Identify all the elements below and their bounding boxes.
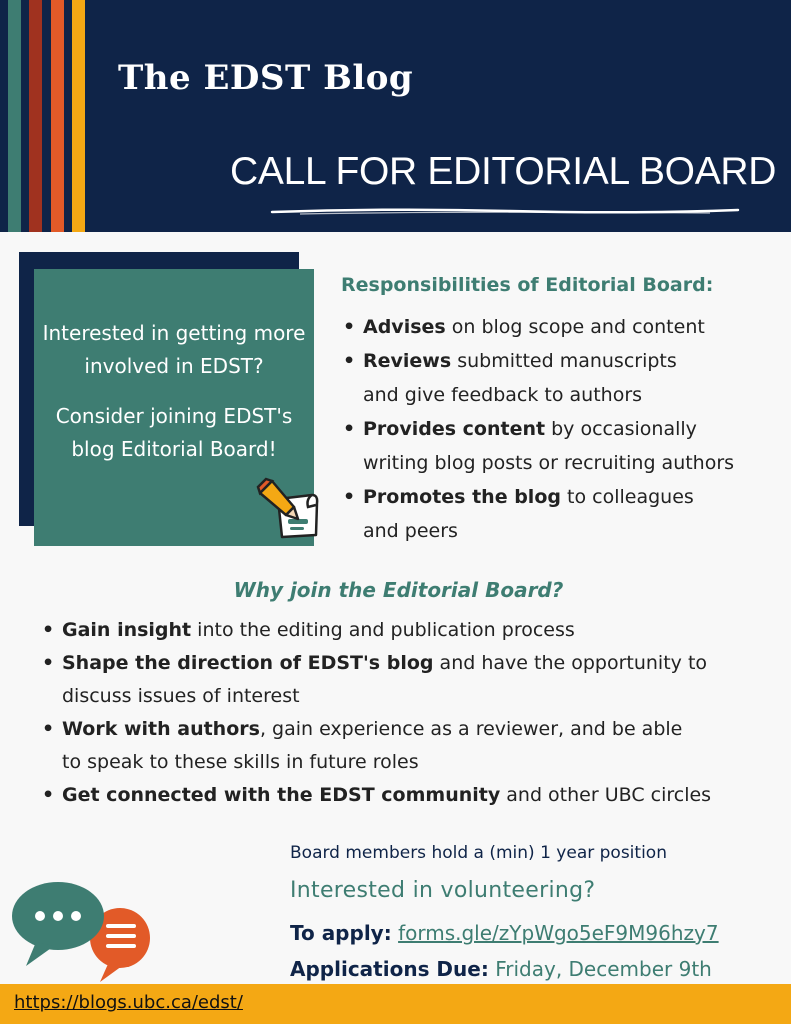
apply-row [290, 921, 719, 945]
responsibilities-list [341, 310, 734, 548]
brush-underline [270, 206, 740, 216]
stripe-teal [8, 0, 21, 232]
why-join-heading: Why join the Editorial Board? [233, 578, 564, 602]
deadline-row [290, 957, 712, 981]
apply-label: To apply: [290, 921, 392, 945]
list-item: • Shape the direction of EDST's blog and have the opportunity to discuss issues of interest [40, 647, 711, 713]
footer-bar [0, 984, 791, 1024]
list-item: • Reviews submitted manuscripts and give feedback to authors [341, 344, 734, 412]
list-item: • Promotes the blog to colleagues and peers [341, 480, 734, 548]
page-title: CALL FOR EDITORIAL BOARD [230, 150, 777, 193]
volunteer-prompt: Interested in volunteering? [290, 878, 596, 903]
list-item: • Get connected with the EDST community and other UBC circles [40, 779, 711, 812]
stripe-rust [29, 0, 42, 232]
stripe-orange [51, 0, 64, 232]
board-term-note: Board members hold a (min) 1 year position [290, 843, 667, 863]
header-banner [0, 0, 791, 232]
why-join-list [40, 614, 711, 812]
list-item: • Advises on blog scope and content [341, 310, 734, 344]
apply-form-link[interactable]: forms.gle/zYpWgo5eF9M96hzy7 [398, 921, 719, 945]
list-item: • Gain insight into the editing and publication process [40, 614, 711, 647]
list-item: • Work with authors, gain experience as a reviewer, and be able to speak to these skills in future roles [40, 713, 711, 779]
pencil-paper-icon [256, 477, 322, 539]
blog-title: The EDST Blog [118, 58, 414, 98]
intro-question: Interested in getting more involved in EDST? [42, 321, 306, 378]
intro-box [34, 269, 314, 546]
list-item: • Provides content by occasionally writing blog posts or recruiting authors [341, 412, 734, 480]
intro-invite: Consider joining EDST's blog Editorial Board! [55, 404, 293, 461]
stripe-gold [72, 0, 85, 232]
blog-url-link[interactable]: https://blogs.ubc.ca/edst/ [14, 992, 243, 1013]
chat-bubbles-icon [8, 876, 158, 986]
deadline-label: Applications Due: [290, 957, 489, 981]
responsibilities-heading: Responsibilities of Editorial Board: [341, 274, 714, 296]
deadline-date: Friday, December 9th [495, 957, 712, 981]
